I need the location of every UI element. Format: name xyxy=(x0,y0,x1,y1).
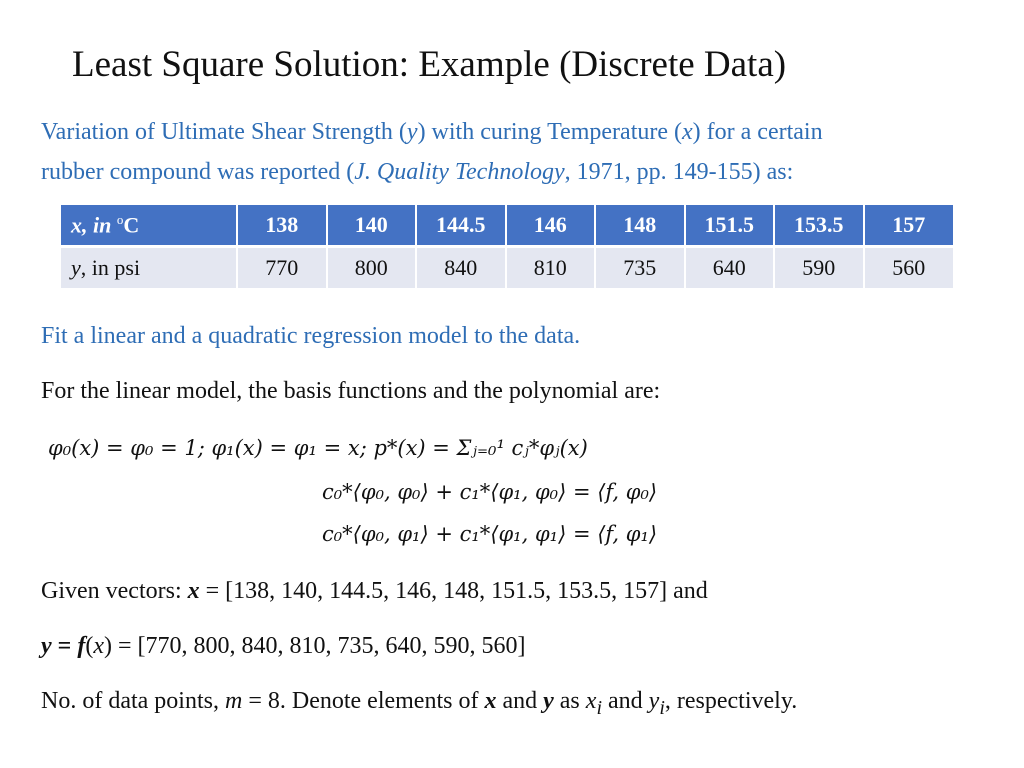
equation-basis: φ₀(x) = φ₀ = 1; φ₁(x) = φ₁ = x; p*(x) = Σⱼ₌₀¹ cⱼ*φⱼ(x) xyxy=(48,436,588,460)
intro-line-1 xyxy=(41,112,1001,152)
table-cell-y: 800 xyxy=(327,247,417,289)
table-cell-y: 590 xyxy=(774,247,864,289)
equation-normal-2: c₀*⟨φ₀, φ₁⟩ + c₁*⟨φ₁, φ₁⟩ = ⟨f, φ₁⟩ xyxy=(322,522,658,546)
intro-text: ) with curing Temperature ( xyxy=(417,119,683,145)
var-x: x xyxy=(93,633,104,659)
table-cell-x: 153.5 xyxy=(774,205,864,247)
table-cell-x: 144.5 xyxy=(416,205,506,247)
intro-text: rubber compound was reported ( xyxy=(41,159,355,185)
subscript-i: i xyxy=(659,696,665,719)
given-text: Given vectors: xyxy=(41,578,188,604)
var-xi: x xyxy=(585,688,597,714)
given-y-vector xyxy=(41,628,526,664)
vector-f: f xyxy=(77,633,86,659)
data-points-statement xyxy=(41,683,797,726)
given-text: = 8. Denote elements of xyxy=(242,688,485,714)
row-label-text: , in psi xyxy=(80,255,141,280)
table-cell-y: 640 xyxy=(685,247,775,289)
table-row-x xyxy=(61,205,953,247)
subscript-i: i xyxy=(596,696,602,719)
degree-sup: o xyxy=(116,211,124,227)
equation-normal-1: c₀*⟨φ₀, φ₀⟩ + c₁*⟨φ₁, φ₀⟩ = ⟨f, φ₀⟩ xyxy=(322,480,658,504)
var-yi: y xyxy=(648,688,660,714)
vector-x: x xyxy=(187,578,200,604)
header-label-text: x, in xyxy=(71,212,117,238)
given-text: ) = [770, 800, 840, 810, 735, 640, 590, 560] xyxy=(104,633,526,659)
given-text: as xyxy=(553,688,586,714)
given-text: = xyxy=(51,633,78,659)
vector-y: y xyxy=(41,633,52,659)
header-label-unit: C xyxy=(123,212,140,238)
table-cell-x: 157 xyxy=(864,205,954,247)
given-text: = [138, 140, 144.5, 146, 148, 151.5, 153.5, 157] and xyxy=(199,578,708,604)
table-cell-y: 735 xyxy=(595,247,685,289)
intro-text: , 1971, pp. 149-155) as: xyxy=(564,159,794,185)
slide-title: Least Square Solution: Example (Discrete Data) xyxy=(72,44,787,85)
given-x-vector xyxy=(41,573,708,609)
given-text: , respectively. xyxy=(664,688,798,714)
intro-text: ) for a certain xyxy=(692,119,823,145)
vector-x: x xyxy=(484,688,497,714)
table-cell-x: 138 xyxy=(237,205,327,247)
vector-y: y xyxy=(543,688,554,714)
table-cell-x: 151.5 xyxy=(685,205,775,247)
journal-name: J. Quality Technology xyxy=(354,159,565,185)
var-y: y xyxy=(406,119,418,145)
table-cell-y: 810 xyxy=(506,247,596,289)
table-row-label xyxy=(61,247,237,289)
var-m: m xyxy=(224,688,243,714)
row-label-var: y xyxy=(71,255,81,280)
given-text: ( xyxy=(85,633,94,659)
basis-statement: For the linear model, the basis functions and the polynomial are: xyxy=(41,378,661,404)
table-cell-y: 840 xyxy=(416,247,506,289)
task-statement: Fit a linear and a quadratic regression model to the data. xyxy=(41,323,581,349)
intro-text: Variation of Ultimate Shear Strength ( xyxy=(41,119,407,145)
given-text: No. of data points, xyxy=(41,688,225,714)
table-cell-y: 770 xyxy=(237,247,327,289)
intro-line-2 xyxy=(41,152,1001,192)
given-text: and xyxy=(496,688,544,714)
data-table xyxy=(61,205,953,288)
table-cell-x: 140 xyxy=(327,205,417,247)
table-cell-y: 560 xyxy=(864,247,954,289)
table-cell-x: 146 xyxy=(506,205,596,247)
given-text: and xyxy=(602,688,649,714)
var-x: x xyxy=(682,119,693,145)
table-header-label xyxy=(61,205,237,247)
table-row-y xyxy=(61,247,953,289)
intro-paragraph xyxy=(41,112,1001,192)
table-cell-x: 148 xyxy=(595,205,685,247)
